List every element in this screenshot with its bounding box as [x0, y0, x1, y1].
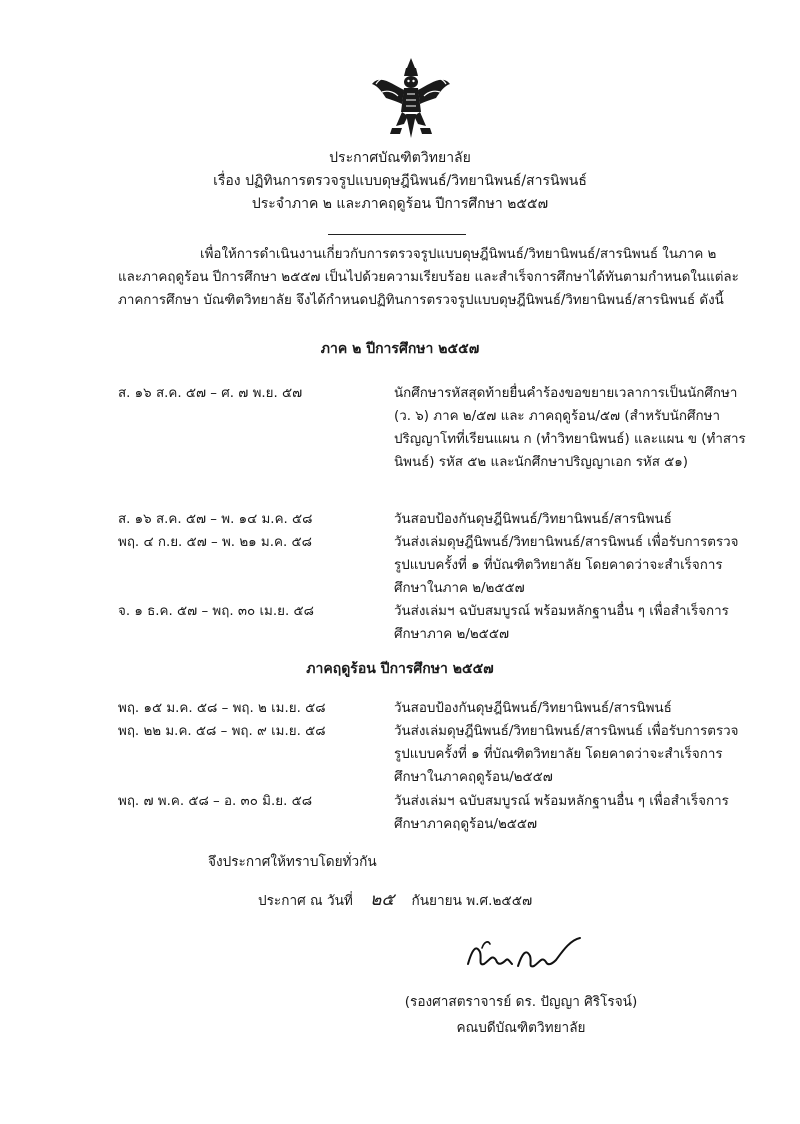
document-header	[0, 147, 800, 216]
row-description: วันส่งเล่มฯ ฉบับสมบูรณ์ พร้อมหลักฐานอื่น ๆ เพื่อสำเร็จการศึกษาภาคฤดูร้อน/๒๕๕๗	[394, 794, 729, 832]
row-description: วันส่งเล่มดุษฎีนิพนธ์/วิทยานิพนธ์/สารนิพนธ์ เพื่อรับการตรวจรูปแบบครั้งที่ ๑ ที่บัณฑิตวิทยาลัย โดยคาดว่าจะสำเร็จการศึกษาในภาค ๒/๒๕๕๗	[394, 535, 739, 596]
row-description: นักศึกษารหัสสุดท้ายยื่นคำร้องขอขยายเวลาการเป็นนักศึกษา (ว. ๖) ภาค ๒/๕๗ และ ภาคฤดูร้อน/๕๗ (สำหรับนักศึกษาปริญญาโทที่เรียนแผน ก (ทำวิทยานิพนธ์) และแผน ข (ทำสารนิพนธ์) รหัส ๕๒ และนักศึกษาปริญญาเอก รหัส ๕๑)	[394, 386, 746, 470]
garuda-emblem	[366, 54, 456, 142]
closing-statement: จึงประกาศให้ทราบโดยทั่วกัน	[208, 854, 377, 870]
subject-line: เรื่อง ปฏิทินการตรวจรูปแบบดุษฎีนิพนธ์/วิทยานิพนธ์/สารนิพนธ์	[213, 173, 587, 189]
section-title-term-2: ภาค ๒ ปีการศึกษา ๒๕๕๗	[320, 341, 480, 357]
schedule-row	[118, 382, 748, 508]
announcement-date	[258, 886, 532, 913]
intro-paragraph	[118, 243, 742, 312]
signature	[462, 930, 590, 978]
schedule-row	[118, 600, 748, 646]
date-prefix: ประกาศ ณ วันที่	[258, 893, 353, 909]
row-date: ส. ๑๖ ส.ค. ๕๗ – พ. ๑๔ ม.ค. ๕๘	[118, 512, 313, 527]
row-description: วันส่งเล่มฯ ฉบับสมบูรณ์ พร้อมหลักฐานอื่น ๆ เพื่อสำเร็จการศึกษาภาค ๒/๒๕๕๗	[394, 604, 729, 642]
row-date: พฤ. ๒๒ ม.ค. ๕๘ – พฤ. ๙ เม.ย. ๕๘	[118, 724, 326, 739]
schedule-row	[118, 720, 748, 790]
row-date: ส. ๑๖ ส.ค. ๕๗ – ศ. ๗ พ.ย. ๕๗	[118, 386, 303, 401]
section-title-summer: ภาคฤดูร้อน ปีการศึกษา ๒๕๕๗	[306, 661, 494, 677]
row-date: พฤ. ๔ ก.ย. ๕๗ – พ. ๒๑ ม.ค. ๕๘	[118, 535, 312, 550]
intro-text: เพื่อให้การดำเนินงานเกี่ยวกับการตรวจรูปแบบดุษฎีนิพนธ์/วิทยานิพนธ์/สารนิพนธ์ ในภาค ๒ และภาคฤดูร้อน ปีการศึกษา ๒๕๕๗ เป็นไปด้วยความเรียบร้อย และสำเร็จการศึกษาได้ทันตามกำหนดในแต่ละภาคการศึกษา บัณฑิตวิทยาลัย จึงได้กำหนดปฏิทินการตรวจรูปแบบดุษฎีนิพนธ์/วิทยานิพนธ์/สารนิพนธ์ ดังนี้	[118, 247, 739, 308]
issuer-line: ประกาศบัณฑิตวิทยาลัย	[329, 150, 471, 166]
term-line: ประจำภาค ๒ และภาคฤดูร้อน ปีการศึกษา ๒๕๕๗	[251, 196, 549, 212]
date-suffix: กันยายน พ.ศ.๒๕๕๗	[411, 893, 533, 909]
row-date: พฤ. ๗ พ.ค. ๕๘ – อ. ๓๐ มิ.ย. ๕๘	[118, 794, 313, 809]
row-description: วันสอบป้องกันดุษฎีนิพนธ์/วิทยานิพนธ์/สารนิพนธ์	[394, 512, 672, 527]
header-divider	[328, 234, 466, 235]
schedule-row	[118, 697, 748, 720]
signer-position: คณบดีบัณฑิตวิทยาลัย	[456, 1020, 586, 1036]
row-description: วันส่งเล่มดุษฎีนิพนธ์/วิทยานิพนธ์/สารนิพนธ์ เพื่อรับการตรวจรูปแบบครั้งที่ ๑ ที่บัณฑิตวิทยาลัย โดยคาดว่าจะสำเร็จการศึกษาในภาคฤดูร้อน/๒๕๕๗	[394, 724, 739, 785]
handwritten-day: ๒๕	[370, 890, 395, 910]
schedule-summer	[118, 697, 748, 836]
row-date: จ. ๑ ธ.ค. ๕๗ – พฤ. ๓๐ เม.ย. ๕๘	[118, 604, 314, 619]
row-description: วันสอบป้องกันดุษฎีนิพนธ์/วิทยานิพนธ์/สารนิพนธ์	[394, 701, 672, 716]
schedule-row	[118, 508, 748, 531]
signer-name: (รองศาสตราจารย์ ดร. ปัญญา ศิริโรจน์)	[404, 994, 638, 1010]
schedule-term-2	[118, 382, 748, 646]
row-date: พฤ. ๑๕ ม.ค. ๕๘ – พฤ. ๒ เม.ย. ๕๘	[118, 701, 326, 716]
schedule-row	[118, 790, 748, 836]
schedule-row	[118, 531, 748, 600]
